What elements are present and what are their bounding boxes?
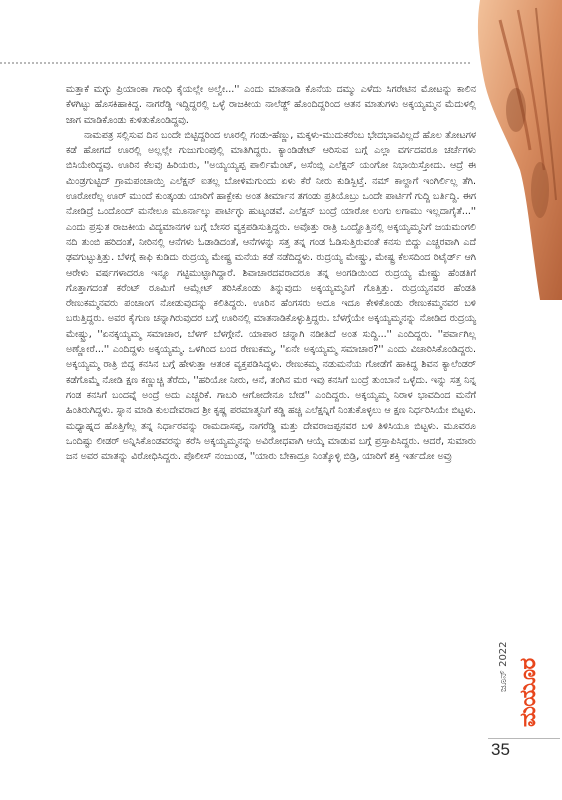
- brand-name: ಮಯೂರ: [515, 658, 541, 727]
- magazine-sidebar: [486, 592, 541, 727]
- magazine-logo: [514, 592, 542, 727]
- issue-date: ಜೂನ್ 2022: [498, 641, 509, 692]
- article-paragraph: ನಾಮಪತ್ರ ಸಲ್ಲಿಸುವ ದಿನ ಬಂದೇ ಬಿಟ್ಟಿದ್ದರಿಂದ ಊರಲ್ಲಿ ಗಂಡು-ಹೆಣ್ಣು, ಮಕ್ಕಳು-ಮುದುಕರೆಂಬ ಭೇದಭಾವವಿಲ್ಲದೆ ಹೊಲ ತೋಟಗಳ ಕಡೆ ಹೋಗದೆ ಊರಲ್ಲಿ ಅಲ್ಲಲ್ಲೇ ಗುಜುಗುಂಪುಲ್ಲಿ ಮಾತಿಗಿದ್ದರು. ಕ್ಯಾಂಡಿಡೇಟ್ ಆರಿಸುವ ಬಗ್ಗೆ ಎಲ್ಲಾ ವರ್ಗದವರೂ ಚರ್ಚೆಗಳು ಬಿಸಿಯೇರಿದ್ದವು. ಊರಿನ ಕೆಲವು ಹಿರಿಯರು, ''ಅಯ್ಯಯ್ಯಪ್ಪ ಪಾರ್ಲಿಮೆಂಟ್, ಅಸೆಂಬ್ಲಿ ಎಲೆಕ್ಷನ್ ಯಂಗೋ ನಿಭಾಯಿಸ್ತೋದು. ಆದ್ರೆ ಈ ಮಿಂಡ್ರಗುಟ್ಟಿದ್ ಗ್ರಾಮಪಂಚಾಯ್ತಿ ಎಲೆಕ್ಷನ್ ಐತಲ್ಲ ಬೋಳಿಮಗುಂದು ಏಳು ಕೆರೆ ನೀರು ಕುಡಿಸ್ಬಿಟ್ತೆ. ನಮ್ ಕಾಲ್ದಾಗೆ ಇಂಗಿರ್ಲಿಲ್ಲ ತೆಗಿ. ಊರೋರೆಲ್ಲ ಊರ್ ಮುಂದೆ ಕುಂತ್ಕಂಡು ಯಾರಿಗೆ ಹಾಕ್ಬೇಕು ಅಂತ ತೀರ್ಮಾನ ತಗಂಡು ಪ್ರತಿಯೊಬ್ರು ಒಂದೇ ಪಾರ್ಟಿಗೆ ಗುದ್ದಿ ಬರ್ತಿದ್ದಿ. ಈಗ ನೋಡಿದ್ರೆ ಒಂದೊಂದ್ ಮನೇಲೂ ಮೂರ್ನಾಲ್ಕು ಪಾರ್ಟಿಗ್ಳು ಹುಟ್ಕಂಡವೆ. ಎಲೆಕ್ಷನ್ ಬಂದ್ರೆ ಯಾರೋ ಲಂಗು ಲಗಾಮು ಇಲ್ಲದಾಗೈತೆ...'' ಎಂದು ಪ್ರಸ್ತುತ ರಾಜಕೀಯ ವಿದ್ಯಮಾನಗಳ ಬಗ್ಗೆ ಬೇಸರ ವ್ಯಕ್ತಪಡಿಸುತ್ತಿದ್ದರು. ಅವೊತ್ತು ರಾತ್ರಿ ಒಂದ್ಹೊತ್ತಿನಲ್ಲಿ ಅಕ್ಕಯ್ಯಮ್ಮನಿಗೆ ಜಯಮಂಗಲಿ ನದಿ ತುಂಬಿ ಹರಿದಂತೆ, ನೀರಿನಲ್ಲಿ ಆನೆಗಳು ಓಡಾಡಿದಂತೆ, ಆನೆಗಳನ್ನು ಸತ್ತ ತನ್ನ ಗಂಡ ಓಡಿಸುತ್ತಿರುವಂತೆ ಕನಸು ಬಿದ್ದು ಎಚ್ಚರವಾಗಿ ಎದೆ ಢವಗುಟ್ಟುತ್ತಿತ್ತು. ಬೆಳಗ್ಗೆ ಕಾಫಿ ಕುಡಿದು ರುದ್ರಯ್ಯ ಮೇಷ್ಟ್ರ ಮನೆಯ ಕಡೆ ನಡೆದಿದ್ದಳು. ರುದ್ರಯ್ಯ ಮೇಷ್ಟ್ರು, ಮೇಷ್ಟ್ರ ಕೆಲಸದಿಂದ ರಿಟೈರ್ಡ್ ಆಗಿ ಆರೇಳು ವರ್ಷಗಳಾದರೂ ಇನ್ನೂ ಗಟ್ಟಿಮುಟ್ಟಾಗಿದ್ದಾರೆ. ಶಿವಾಚಾರದವರಾದರೂ ತನ್ನ ಅಂಗಡಿಯಿಂದ ರುದ್ರಯ್ಯ ಮೇಷ್ಟ್ರು ಹೆಂಡತಿಗೆ ಗೊತ್ತಾಗದಂತೆ ಕರೆಂಟ್ ರೂಮಿಗೆ ಆಮ್ಲೇಟ್ ತರಿಸಿಕೊಂಡು ತಿನ್ನುವುದು ಅಕ್ಕಯ್ಯಮ್ಮನಿಗೆ ಗೊತ್ತಿತ್ತು. ರುದ್ರಯ್ಯನವರ ಹೆಂಡತಿ ರೇಣುಕಮ್ಮನವರು ಪಂಚಾಂಗ ನೋಡುವುದನ್ನು ಕಲಿತಿದ್ದರು. ಊರಿನ ಹೆಂಗಸರು ಅದೂ ಇದೂ ಕೇಳಿಕೊಂಡು ರೇಣುಕಮ್ಮನವರ ಬಳಿ ಬರುತ್ತಿದ್ದರು. ಅವರ ಕೈಗುಣ ಚನ್ನಾಗಿರುವುದರ ಬಗ್ಗೆ ಊರಿನಲ್ಲಿ ಮಾತನಾಡಿಕೊಳ್ಳುತ್ತಿದ್ದರು. ಬೆಳಗ್ಗೆಯೇ ಅಕ್ಕಯ್ಯಮ್ಮನನ್ನು ನೋಡಿದ ರುದ್ರಯ್ಯ ಮೇಷ್ಟ್ರು, ''ಏನಕ್ಕಯ್ಯಮ್ಮ ಸಮಾಚಾರ, ಬೆಳಗ್ ಬೆಳಗ್ಗೇನೆ. ಯಾಪಾರ ಚನ್ನಾಗಿ ನಡೀತಿದೆ ಅಂತ ಸುದ್ದಿ...'' ಎಂದಿದ್ದರು. ''ಪರ್ವಾಗಿಲ್ಲ ಅಣ್ಣೋರೆ...'' ಎಂದಿದ್ದಳು ಅಕ್ಕಯ್ಯಮ್ಮ. ಒಳಗಿಂದ ಬಂದ ರೇಣುಕಮ್ಮ, ''ಏನೇ ಅಕ್ಕಯ್ಯಮ್ಮ ಸಮಾಚಾರ?'' ಎಂದು ವಿಚಾರಿಸಿಕೊಂಡಿದ್ದರು. ಅಕ್ಕಯ್ಯಮ್ಮ ರಾತ್ರಿ ಬಿದ್ದ ಕನಸಿನ ಬಗ್ಗೆ ಹೇಳುತ್ತಾ ಆತಂಕ ವ್ಯಕ್ತಪಡಿಸಿದ್ದಳು. ರೇಣುಕಮ್ಮ ನಡುಮನೆಯ ಗೋಡೆಗೆ ಹಾಕಿದ್ದ ಶಿವನ ಕ್ಯಾಲೆಂಡರ್ ಕಡೆಗೊಮ್ಮೆ ನೋಡಿ ಕ್ಷಣ ಕಣ್ಣುಚ್ಚಿ ತೆರೆದು, ''ಹರಿಯೋ ನೀರು, ಆನೆ, ತಂಗಿನ ಮರ ಇವು ಕನಸಿಗೆ ಬಂದ್ರೆ ತುಂಬಾನೆ ಒಳ್ಳೆದು. ಇನ್ನು ಸತ್ತ ನಿನ್ನ ಗಂಡ ಕನಸಿಗೆ ಬಂದವ್ನೆ ಅಂದ್ರೆ ಅದು ಎಚ್ಚರಿಕೆ. ಗಾಬರಿ ಆಗೋದೇನೂ ಬೇಡ'' ಎಂದಿದ್ದರು. ಅಕ್ಕಯ್ಯಮ್ಮ ನಿರಾಳ ಭಾವದಿಂದ ಮನೆಗೆ ಹಿಂತಿರುಗಿದ್ದಳು. ಸ್ನಾನ ಮಾಡಿ ಕುಲದೇವರಾದ ಶ್ರೀ ಕೃಷ್ಣ ಪರಮಾತ್ಮನಿಗೆ ಕಡ್ಡಿ ಹಚ್ಚಿ ಎಲೆಕ್ಷನ್ನಿಗೆ ನಿಂತುಕೊಳ್ಳಲು ಆ ಕ್ಷಣ ನಿರ್ಧರಿಸಿಯೇ ಬಿಟ್ಟಳು. ಮಧ್ಯಾಹ್ನದ ಹೊತ್ತಿಗೆಲ್ಲ ತನ್ನ ನಿರ್ಧಾರವನ್ನು ರಾಮದಾಸಪ್ಪ, ನಾಗರೆಡ್ಡಿ ಮತ್ತು ದೇವರಾಜಪ್ಪನವರ ಬಳಿ ತಿಳಿಸಿಯೂ ಬಿಟ್ಟಳು. ಮೂವರೂ ಒಂದಿಷ್ಟು ಲೀಡರ್ ಅನ್ನಿಸಿಕೊಂಡವರನ್ನು ಕರೆಸಿ ಅಕ್ಕಯ್ಯಮ್ಮನನ್ನು ಅವಿರೋಧವಾಗಿ ಆಯ್ಕೆ ಮಾಡುವ ಬಗ್ಗೆ ಪ್ರಸ್ತಾಪಿಸಿದ್ದರು. ಆದರೆ, ಸುಮಾರು ಜನ ಅವರ ಮಾತನ್ನು ವಿರೋಧಿಸಿದ್ದರು. ಪೊಲೀಸ್ ನಂಜುಂಡ, ''ಯಾರು ಬೇಕಾದ್ರೂ ನಿಂತ್ಕೊಳ್ಳಿ ಬಿಡ್ರಿ, ಯಾರಿಗೆ ಶಕ್ತಿ ಇರ್ತದೋ ಅವ್ರು: [66, 129, 476, 463]
- hand-illustration: [470, 0, 562, 300]
- article-paragraph: ಮತ್ತಾಕೆ ಮಗ್ಳು ಪ್ರಿಯಾಂಕಾ ಗಾಂಧಿ ಕೈಯಲ್ಲೇ ಅಲ್ವೇ...'' ಎಂದು ಮಾತನಾಡಿ ಕೊನೆಯ ದಮ್ಮು ಎಳೆದು ಸಿಗರೇಟಿನ ಮೋಟನ್ನು ಕಾಲಿನ ಕೆಳಗಿಟ್ಟು ಹೊಸಕಿಹಾಕಿದ್ದ. ನಾಗರೆಡ್ಡಿ ಇದ್ದಿದ್ದರಲ್ಲಿ ಒಳ್ಳೆ ರಾಜಕೀಯ ನಾಲೆಡ್ಜ್ ಹೊಂದಿದ್ದರಿಂದ ಆತನ ಮಾತುಗಳು ಅಕ್ಕಯ್ಯಮ್ಮನ ಮೆದುಳಲ್ಲಿ ಜಾಗ ಮಾಡಿಕೊಂಡು ಕುಳಿತುಕೊಂಡಿದ್ದವು.: [66, 84, 476, 126]
- article-body: [66, 82, 476, 464]
- page-number: 35: [491, 740, 510, 759]
- footer-rule: [488, 738, 560, 739]
- header-dotted-rule: [0, 62, 470, 64]
